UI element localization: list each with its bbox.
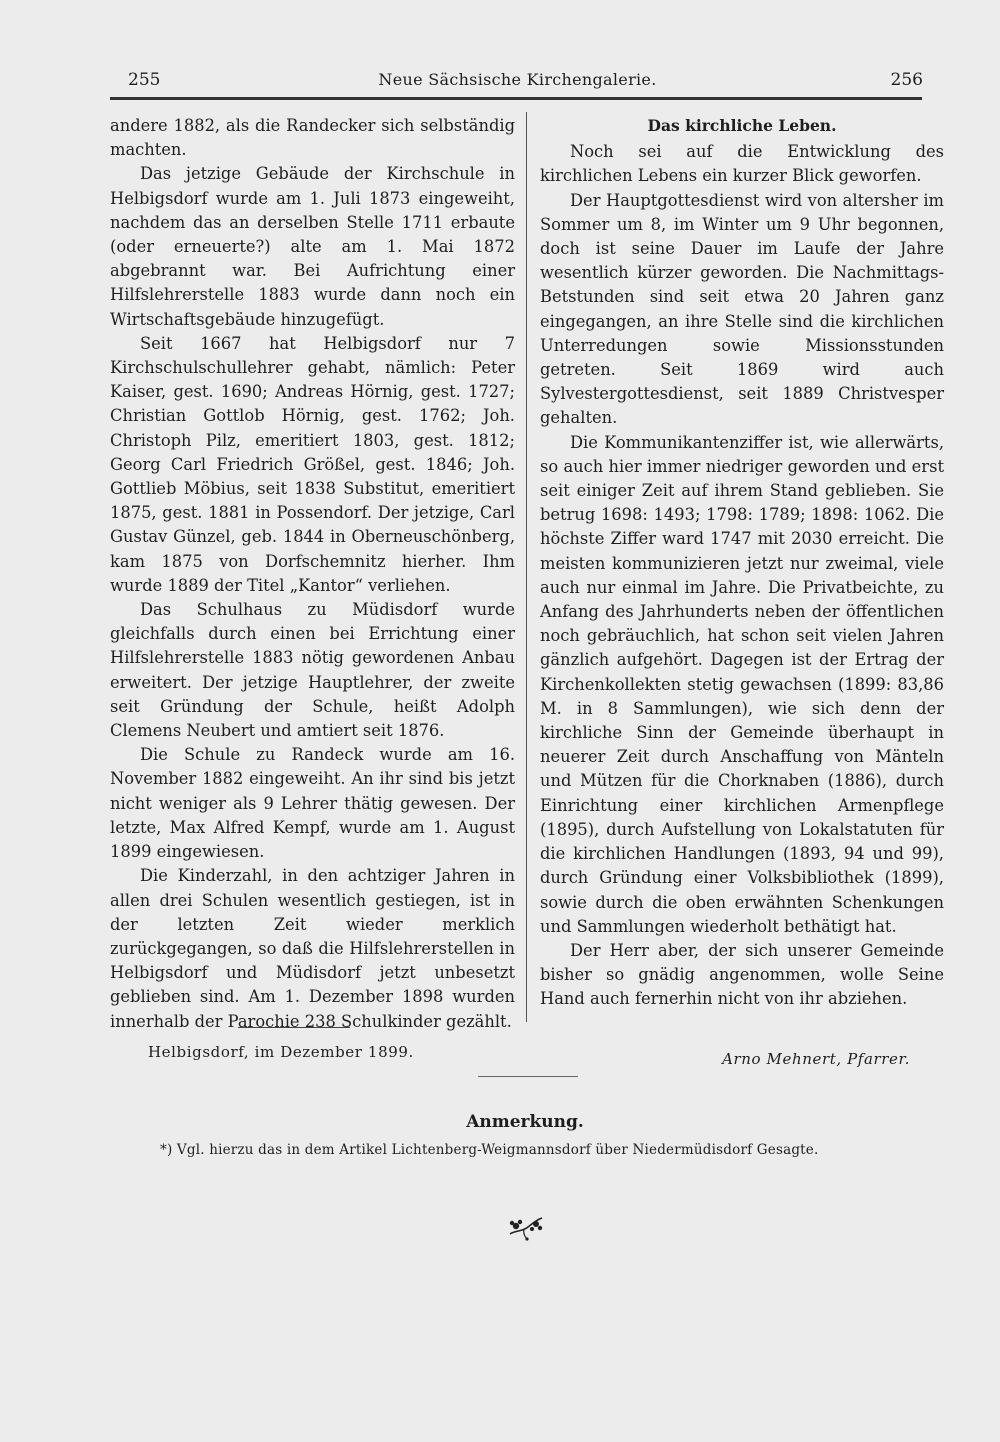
right-paragraph-3: Die Kommunikantenziffer ist, wie allerwärts, so auch hier immer niedriger geworden und erst seit einiger Zeit auf ihrem Stand geblieben. Sie betrug 1698: 1493; 1798: 1789; 1898: 1062. Die höchste Ziffer ward 1747 mit 2030 erreicht. Die meisten kommunizieren jetzt nur zweimal, viele auch nur einmal im Jahre. Die Privatbeichte, zu Anfang des Jahrhunderts neben der öffentlichen noch gebräuchlich, hat schon seit vielen Jahren gänzlich aufgehört. Dagegen ist der Ertrag der Kirchenkollekten stetig gewachsen (1899: 83,86 M. in 8 Sammlungen), wie sich denn der kirchliche Sinn der Gemeinde überhaupt in neuerer Zeit durch Anschaffung von Mänteln und Mützen für die Chorknaben (1886), durch Einrichtung einer kirchlichen Armenpflege (1895), durch Aufstellung von Lokalstatuten für die kirchlichen Handlungen (1893, 94 und 99), durch Gründung einer Volksbibliothek (1899), sowie durch die oben erwähnten Schenkungen und Sammlungen wiederholt bethätigt hat.: [540, 432, 944, 936]
left-paragraph-6: Die Kinderzahl, in den achtziger Jahren in allen drei Schulen wesentlich gestiegen, ist in der letzten Zeit wieder merklich zurückgegangen, so daß die Hilfslehrerstellen in Helbigsdorf und Müdisdorf jetzt unbesetzt geblieben sind. Am 1. Dezember 1898 wurden innerhalb der Parochie 238 Schulkinder gezählt.: [110, 866, 515, 1031]
left-paragraph-3: Seit 1667 hat Helbigsdorf nur 7 Kirchschulschullehrer gehabt, nämlich: Peter Kaiser, gest. 1690; Andreas Hörnig, gest. 1727; Christian Gottlob Hörnig, gest. 1762; Joh. Christoph Pilz, emeritiert 1803, gest. 1812; Georg Carl Friedrich Größel, gest. 1846; Joh. Gottlieb Möbius, seit 1838 Substitut, emeritiert 1875, gest. 1881 in Possendorf. Der jetzige, Carl Gustav Günzel, geb. 1844 in Oberneuschönberg, kam 1875 von Dorfschemnitz hierher. Ihm wurde 1889 der Titel „Kantor“ verliehen.: [110, 333, 515, 595]
page-number-right: 256: [890, 70, 923, 90]
left-paragraph-5: Die Schule zu Randeck wurde am 16. November 1882 eingeweiht. An ihr sind bis jetzt nicht weniger als 9 Lehrer thätig gewesen. Der letzte, Max Alfred Kempf, wurde am 1. August 1899 eingewiesen.: [110, 745, 515, 862]
left-column: [110, 114, 515, 1034]
page-header: [110, 70, 925, 94]
page-number-left: 255: [128, 70, 161, 90]
left-paragraph-4: Das Schulhaus zu Müdisdorf wurde gleichfalls durch einen bei Errichtung einer Hilfslehrerstelle 1883 nötig gewordenen Anbau erweitert. Der jetzige Hauptlehrer, der zweite seit Gründung der Schule, heißt Adolph Clemens Neubert und amtiert seit 1876.: [110, 600, 515, 741]
floral-ornament-icon: [506, 1212, 546, 1242]
right-paragraph-1: Noch sei auf die Entwicklung des kirchlichen Lebens ein kurzer Blick geworfen.: [540, 142, 944, 186]
right-column: [540, 114, 944, 1012]
end-rule: [238, 1027, 350, 1028]
header-rule: [110, 97, 922, 100]
running-title: Neue Sächsische Kirchengalerie.: [378, 70, 657, 89]
right-paragraph-2: Der Hauptgottesdienst wird von altersher im Sommer um 8, im Winter um 9 Uhr begonnen, doch ist seine Dauer im Laufe der Jahre wesentlich kürzer geworden. Die Nachmittags-Betstunden sind seit etwa 20 Jahren ganz eingegangen, an ihre Stelle sind die kirchlichen Unterredungen sowie Missionsstunden getreten. Seit 1869 wird auch Sylvestergottesdienst, seit 1889 Christvesper gehalten.: [540, 190, 944, 428]
signature: Arno Mehnert, Pfarrer.: [722, 1050, 910, 1068]
left-paragraph-2: Das jetzige Gebäude der Kirchschule in Helbigsdorf wurde am 1. Juli 1873 eingeweiht, nachdem das an derselben Stelle 1711 erbaute (oder erneuerte?) alte am 1. Mai 1872 abgebrannt war. Bei Aufrichtung einer Hilfslehrerstelle 1883 wurde dann noch ein Wirtschaftsgebäude hinzugefügt.: [110, 164, 515, 329]
place-date: Helbigsdorf, im Dezember 1899.: [148, 1043, 414, 1061]
footnote-text: *) Vgl. hierzu das in dem Artikel Lichtenberg-Weigmannsdorf über Niedermüdisdorf Gesagte.: [160, 1142, 819, 1158]
column-divider: [526, 112, 527, 1022]
section-title: Das kirchliche Leben.: [647, 116, 837, 135]
separator-rule: [478, 1076, 578, 1077]
note-title: Anmerkung.: [466, 1112, 584, 1132]
right-paragraph-4: Der Herr aber, der sich unserer Gemeinde bisher so gnädig angenommen, wolle Seine Hand auch fernerhin nicht von ihr abziehen.: [540, 940, 944, 1009]
left-paragraph-1: andere 1882, als die Randecker sich selbständig machten.: [110, 116, 515, 160]
